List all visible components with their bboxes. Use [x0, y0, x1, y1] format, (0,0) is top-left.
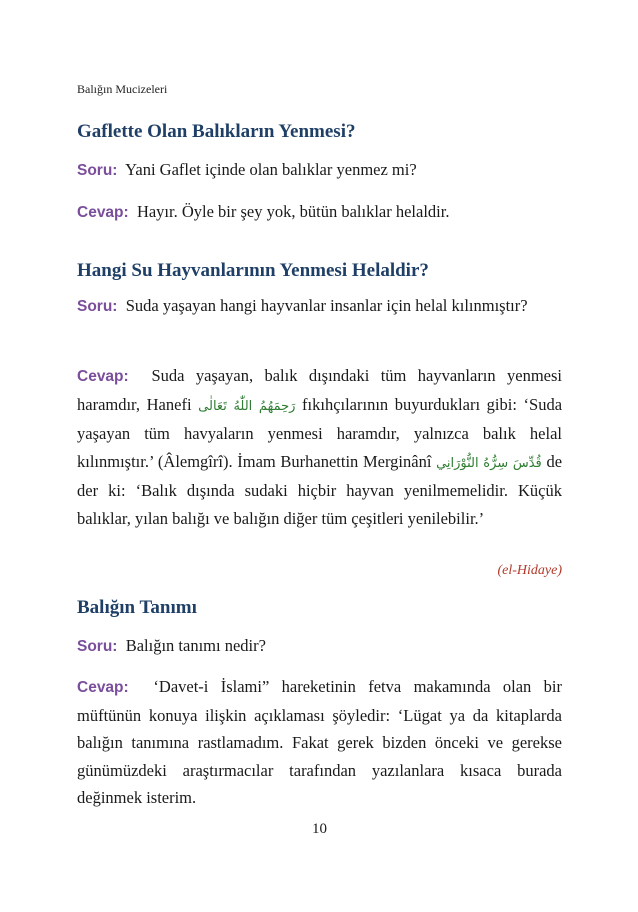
question-label: Soru: [77, 298, 118, 315]
answer-paragraph-1 [77, 198, 562, 227]
answer-text: Hayır. Öyle bir şey yok, bütün balıklar helaldir. [136, 202, 450, 221]
arabic-honorific-1: رَحِمَهُمُ اللّٰهُ تَعَالٰى [198, 398, 296, 414]
page-number: 10 [312, 821, 327, 837]
question-label: Soru: [77, 162, 118, 179]
answer-label: Cevap: [77, 679, 129, 696]
question-paragraph-1 [77, 156, 562, 185]
running-header: Balığın Mucizeleri [77, 82, 168, 96]
source-citation: (el-Hidaye) [497, 563, 562, 578]
answer-text-part-2: fıkıhçılarının buyurdukları gibi: ‘Suda yaşayan tüm havyaların yenmesi haramdır, yalnızca balık helal kılınmıştır.’ (Âlemgîrî). İmam Burhanettin Merginânî [77, 394, 563, 471]
answer-text: ‘Davet-i İslami” hareketinin fetva makamında olan bir müftünün konuya ilişkin açıklaması şöyledir: ‘Lügat ya da kitaplarda balığın tanımına rastlamadım. Fakat gerek bizden önceki ve gerekse günümüzdeki araştırmacılar tarafından yazılanlara kısaca burada değinmek isterim. [77, 677, 562, 807]
answer-label: Cevap: [77, 368, 129, 385]
question-paragraph-3 [77, 632, 562, 661]
answer-label: Cevap: [77, 204, 129, 221]
question-text: Balığın tanımı nedir? [125, 636, 266, 655]
answer-paragraph-2 [77, 362, 562, 532]
answer-text-part-1: Suda yaşayan, balık dışındaki tüm hayvanların yenmesi haramdır, Hanefi [77, 366, 563, 414]
answer-paragraph-3 [77, 673, 562, 812]
question-label: Soru: [77, 638, 118, 655]
arabic-honorific-2: قُدِّسَ سِرُّهُ النُّوْرَانِي [436, 455, 542, 471]
section-heading-1: Gaflette Olan Balıkların Yenmesi? [77, 121, 356, 142]
answer-text-part-3: de der ki: ‘Balık dışında sudaki hiçbir hayvan yenilmemelidir. Küçük balıklar, yılan balığı ve balığın diğer tüm çeşitleri yenilebilir.’ [77, 451, 563, 528]
question-text: Suda yaşayan hangi hayvanlar insanlar için helal kılınmıştır? [125, 296, 528, 315]
section-heading-2: Hangi Su Hayvanlarının Yenmesi Helaldir? [77, 260, 429, 281]
section-heading-3: Balığın Tanımı [77, 597, 197, 618]
question-text: Yani Gaflet içinde olan balıklar yenmez mi? [125, 160, 417, 179]
question-paragraph-2 [77, 292, 562, 321]
